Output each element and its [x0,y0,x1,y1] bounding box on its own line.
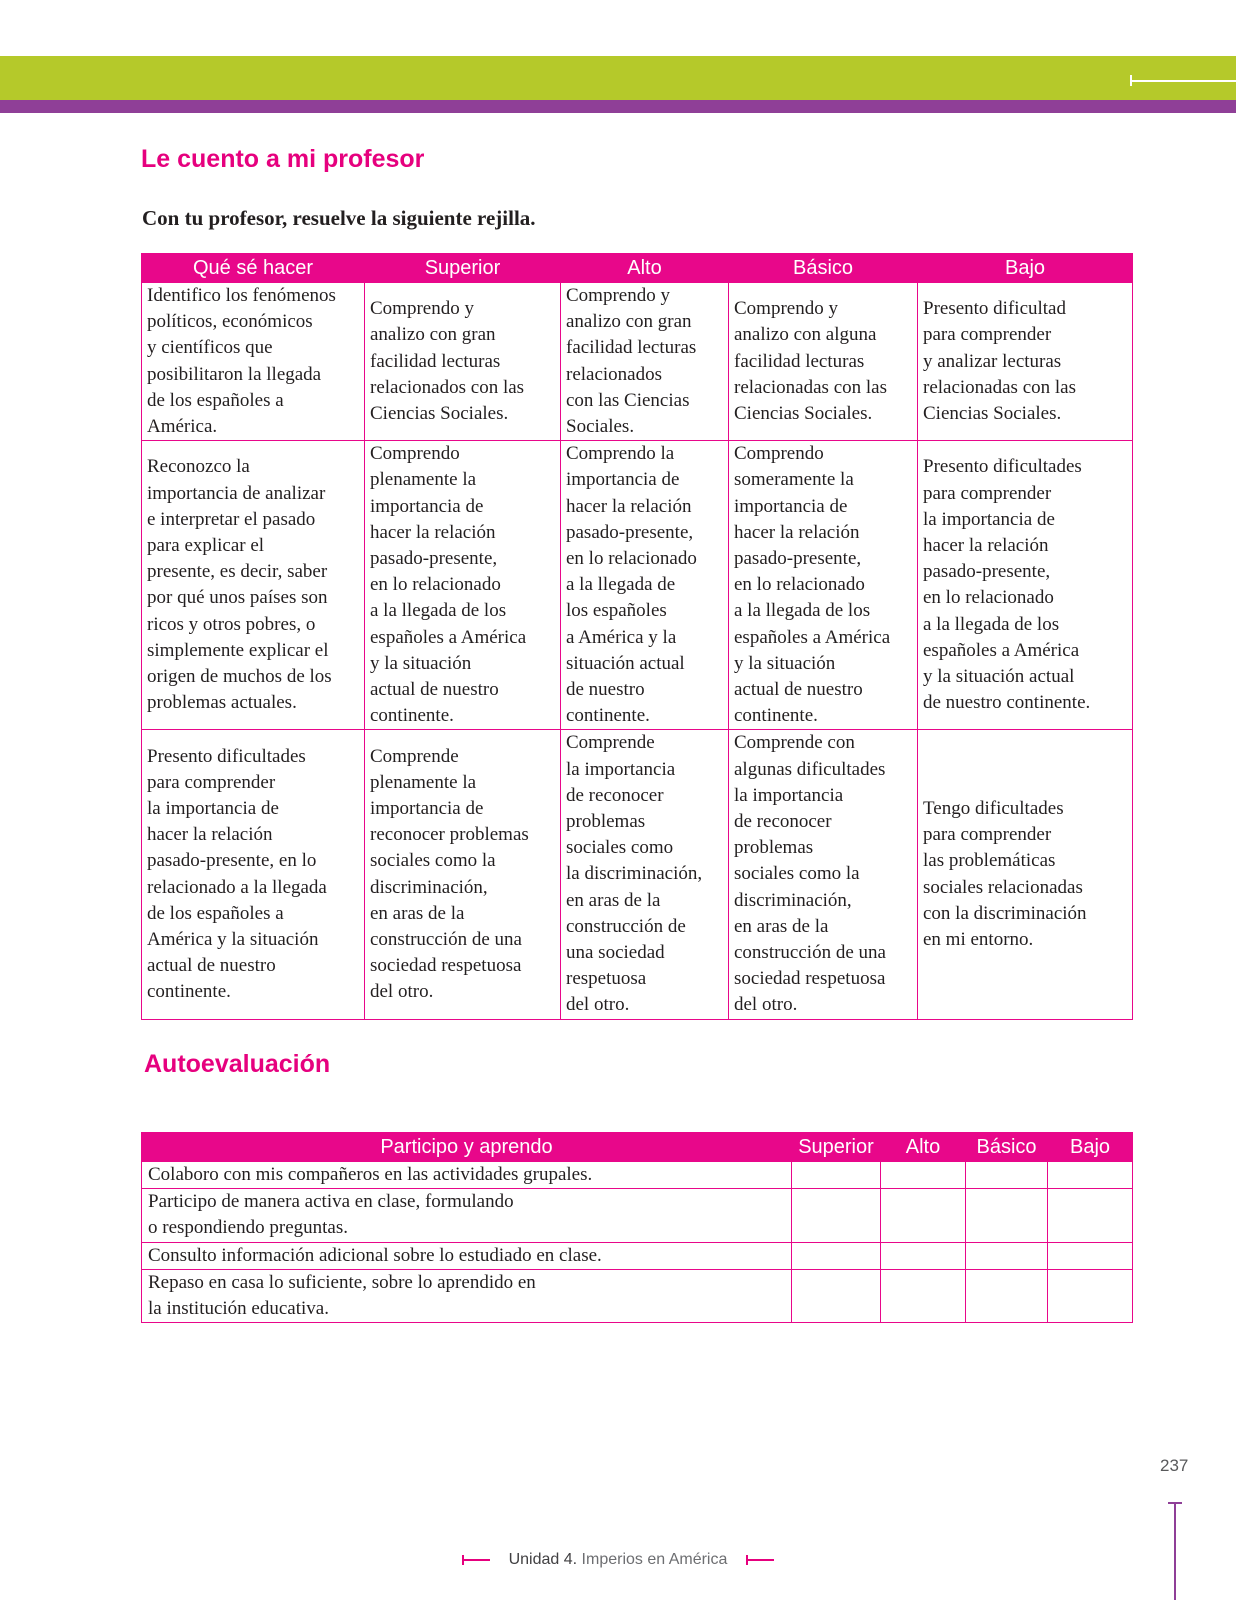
rubric-header-cell: Alto [561,254,729,283]
table-row [142,1242,1133,1269]
footer-title: Imperios en América [581,1551,728,1568]
header-band-green [0,56,1236,100]
rubric-cell: Identifico los fenómenos políticos, económicos y científicos que posibilitaron la llegada de los españoles a América. [142,283,365,441]
rating-cell-basico[interactable] [966,1162,1048,1189]
selfeval-header-cell: Alto [881,1133,966,1162]
rating-cell-alto[interactable] [881,1269,966,1322]
rating-cell-basico[interactable] [966,1189,1048,1242]
rubric-cell: Presento dificultades para comprender la importancia de hacer la relación pasado-presente, en lo relacionado a la llegada de los españoles a América y la situación actual de nuestro continente. [142,730,365,1019]
rating-cell-basico[interactable] [966,1242,1048,1269]
rating-cell-bajo[interactable] [1048,1242,1133,1269]
selfeval-statement: Colaboro con mis compañeros en las actividades grupales. [142,1162,792,1189]
rubric-cell: Presento dificultades para comprender la importancia de hacer la relación pasado-presente, en lo relacionado a la llegada de los españoles a América y la situación actual de nuestro continente. [918,441,1133,730]
selfeval-statement: Repaso en casa lo suficiente, sobre lo aprendido en la institución educativa. [142,1269,792,1322]
table-row [142,441,1133,730]
rating-cell-alto[interactable] [881,1189,966,1242]
rubric-cell: Comprendo y analizo con alguna facilidad lecturas relacionadas con las Ciencias Sociales. [729,283,918,441]
footer-ornament-right [746,1559,774,1561]
selfeval-statement: Participo de manera activa en clase, formulando o respondiendo preguntas. [142,1189,792,1242]
rubric-cell: Comprende con algunas dificultades la importancia de reconocer problemas sociales como la discriminación, en aras de la construcción de una sociedad respetuosa del otro. [729,730,918,1019]
header-band-purple [0,100,1236,113]
rubric-header-row [142,254,1133,283]
rubric-header-cell: Bajo [918,254,1133,283]
page-footer [0,1551,1236,1569]
table-row [142,1269,1133,1322]
table-row [142,1189,1133,1242]
self-evaluation-table [141,1132,1133,1323]
rating-cell-superior[interactable] [792,1189,881,1242]
rubric-cell: Tengo dificultades para comprender las problemáticas sociales relacionadas con la discriminación en mi entorno. [918,730,1133,1019]
rubric-cell: Reconozco la importancia de analizar e interpretar el pasado para explicar el presente, es decir, saber por qué unos países son ricos y otros pobres, o simplemente explicar el origen de muchos de los problemas actuales. [142,441,365,730]
rating-cell-superior[interactable] [792,1269,881,1322]
rating-cell-bajo[interactable] [1048,1189,1133,1242]
section-title-autoevaluacion: Autoevaluación [144,1050,331,1078]
table-row [142,730,1133,1019]
rating-cell-superior[interactable] [792,1242,881,1269]
rating-cell-alto[interactable] [881,1242,966,1269]
table-row [142,1162,1133,1189]
rubric-header-cell: Superior [365,254,561,283]
selfeval-header-cell: Superior [792,1133,881,1162]
rating-cell-bajo[interactable] [1048,1162,1133,1189]
rubric-cell: Comprendo y analizo con gran facilidad lecturas relacionados con las Ciencias Sociales. [365,283,561,441]
rubric-header-cell: Qué sé hacer [142,254,365,283]
rubric-cell: Comprendo someramente la importancia de hacer la relación pasado-presente, en lo relacionado a la llegada de los españoles a América y la situación actual de nuestro continente. [729,441,918,730]
rating-cell-basico[interactable] [966,1269,1048,1322]
rubric-cell: Comprendo plenamente la importancia de hacer la relación pasado-presente, en lo relacionado a la llegada de los españoles a América y la situación actual de nuestro continente. [365,441,561,730]
rubric-cell: Comprendo y analizo con gran facilidad lecturas relacionados con las Ciencias Sociales. [561,283,729,441]
rubric-table [141,253,1133,1020]
selfeval-header-cell: Básico [966,1133,1048,1162]
section-title-le-cuento: Le cuento a mi profesor [141,145,425,173]
rating-cell-bajo[interactable] [1048,1269,1133,1322]
rating-cell-alto[interactable] [881,1162,966,1189]
selfeval-header-cell: Participo y aprendo [142,1133,792,1162]
instruction-text: Con tu profesor, resuelve la siguiente rejilla. [142,206,536,230]
rating-cell-superior[interactable] [792,1162,881,1189]
header-rule-tick [1130,75,1132,86]
header-rule [1130,80,1236,82]
rubric-cell: Comprende la importancia de reconocer problemas sociales como la discriminación, en aras de la construcción de una sociedad respetuosa del otro. [561,730,729,1019]
footer-ornament-left [462,1559,490,1561]
selfeval-header-row [142,1133,1133,1162]
rubric-header-cell: Básico [729,254,918,283]
table-row [142,283,1133,441]
rubric-cell: Comprende plenamente la importancia de reconocer problemas sociales como la discriminación, en aras de la construcción de una sociedad respetuosa del otro. [365,730,561,1019]
selfeval-statement: Consulto información adicional sobre lo estudiado en clase. [142,1242,792,1269]
footer-unit: Unidad 4. [508,1551,578,1568]
selfeval-header-cell: Bajo [1048,1133,1133,1162]
rubric-cell: Presento dificultad para comprender y analizar lecturas relacionadas con las Ciencias Sociales. [918,283,1133,441]
rubric-cell: Comprendo la importancia de hacer la relación pasado-presente, en lo relacionado a la llegada de los españoles a América y la situación actual de nuestro continente. [561,441,729,730]
page-number: 237 [1160,1456,1189,1475]
